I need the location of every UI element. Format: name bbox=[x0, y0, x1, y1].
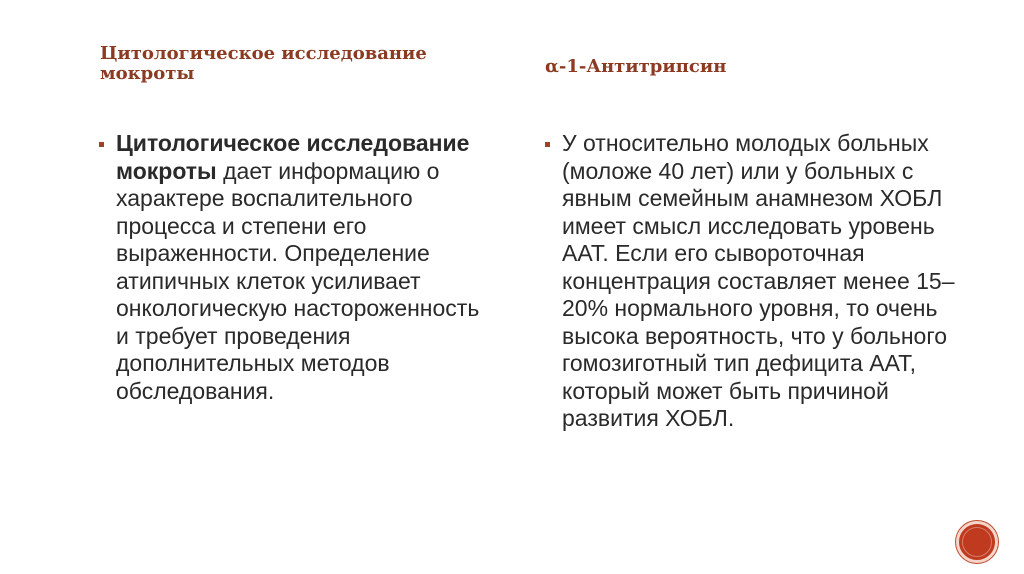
right-column-heading: α-1-Антитрипсин bbox=[545, 56, 727, 77]
bullet-square-icon bbox=[99, 142, 104, 147]
decorative-circle-icon bbox=[956, 521, 998, 563]
bullet-square-icon bbox=[545, 142, 550, 147]
left-paragraph-text: дает информацию о характере воспалительного процесса и степени его выраженности. Определение атипичных клеток усиливает онкологическую настороженность и требует проведения дополнительных методов обследования. bbox=[116, 157, 480, 404]
right-paragraph-text: У относительно молодых больных (моложе 40 лет) или у больных с явным семейным анамнезом ХОБЛ имеет смысл исследовать уровень ААТ. Если его сывороточная концентрация составляет менее 15–20% нормального уровня, то очень высока вероятность, что у больного гомозиготный тип дефицита ААТ, который может быть причиной развития ХОБЛ. bbox=[562, 130, 955, 431]
left-column-paragraph bbox=[99, 130, 496, 405]
left-column-heading: Цитологическое исследование мокроты bbox=[100, 43, 427, 84]
right-column-paragraph bbox=[545, 130, 957, 433]
bold-lead-text: Цитологическое исследование мокроты bbox=[116, 130, 470, 184]
